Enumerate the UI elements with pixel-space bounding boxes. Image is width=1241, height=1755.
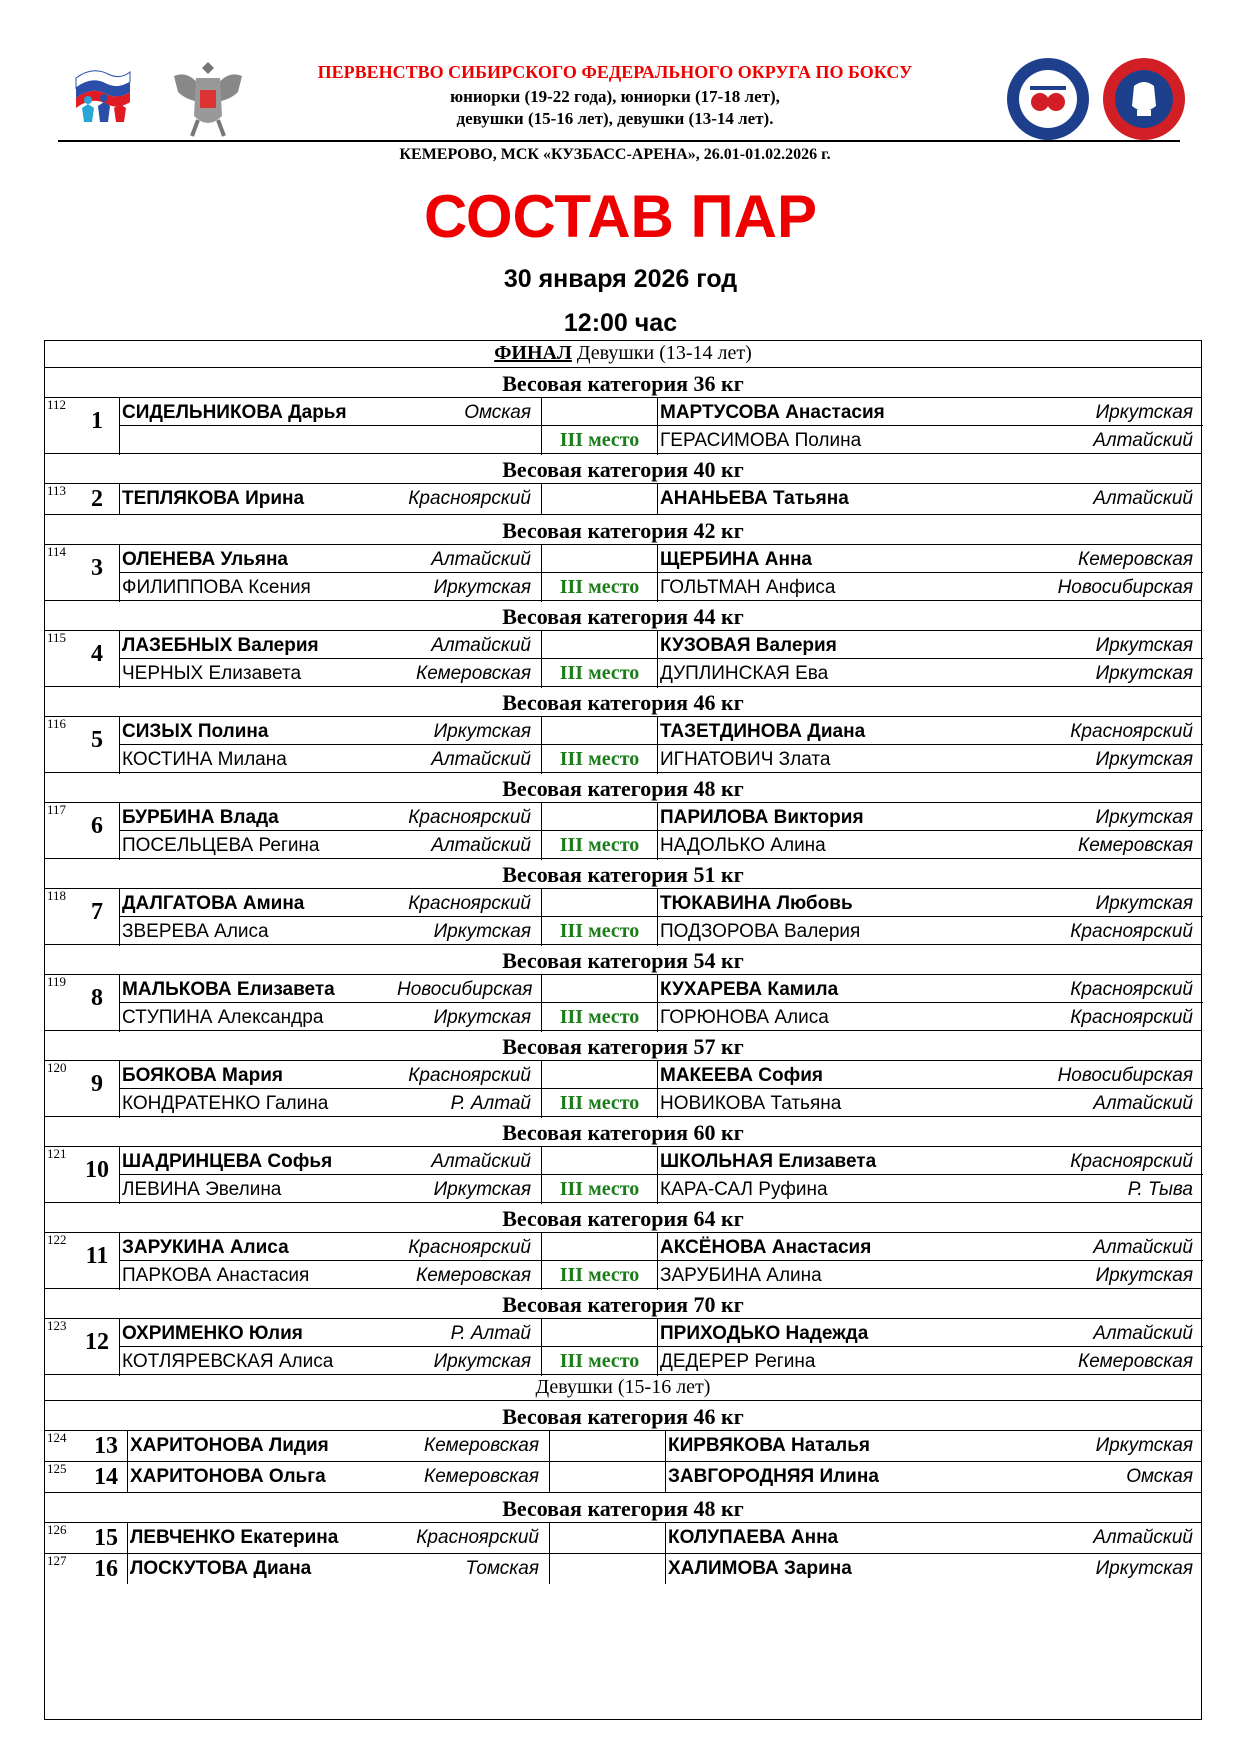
pair-number: 14 bbox=[94, 1464, 118, 1490]
main-pair-line bbox=[45, 1319, 1201, 1349]
third-right-name: ГЕРАСИМОВА Полина bbox=[657, 425, 935, 455]
final-label: ФИНАЛ bbox=[494, 342, 572, 364]
third-right-region: Иркутская bbox=[935, 744, 1203, 774]
red-corner-region: Кемеровская bbox=[424, 1466, 539, 1487]
fighter-name: БУРБИНА Влада bbox=[122, 807, 279, 828]
main-pair-line bbox=[45, 975, 1201, 1005]
third-right-region: Красноярский bbox=[935, 1002, 1203, 1032]
main-pair-line bbox=[45, 717, 1201, 747]
pair-number: 10 bbox=[85, 1157, 109, 1183]
third-left-region: Иркутская bbox=[397, 572, 541, 602]
third-left-name bbox=[119, 425, 397, 455]
fighter-name: ШКОЛЬНАЯ Елизавета bbox=[660, 1151, 877, 1172]
weight-category: Весовая категория 46 кг bbox=[45, 686, 1201, 716]
third-place-label: III место bbox=[541, 425, 657, 455]
pairs-table bbox=[44, 340, 1202, 1720]
third-left-region bbox=[397, 425, 541, 455]
blue-corner-region: Алтайский bbox=[1093, 1527, 1193, 1548]
red-corner-region: Красноярский bbox=[408, 1065, 531, 1086]
pair-number: 2 bbox=[91, 486, 103, 512]
third-left-region: Р. Алтай bbox=[397, 1088, 541, 1118]
main-pair-line bbox=[45, 1431, 1201, 1461]
blue-corner-name bbox=[665, 1462, 945, 1492]
blue-corner-region: Омская bbox=[1126, 1466, 1193, 1487]
bout-number: 115 bbox=[47, 630, 67, 645]
third-right-name: ГОЛЬТМАН Анфиса bbox=[657, 572, 935, 602]
weight-category: Весовая категория 48 кг bbox=[45, 1492, 1201, 1522]
bout-row bbox=[45, 1522, 1201, 1553]
main-pair-line bbox=[45, 1523, 1201, 1553]
third-place-line bbox=[45, 1088, 1201, 1118]
bout-row bbox=[45, 630, 1201, 686]
vs-cell bbox=[541, 803, 657, 833]
fighter-name: ТАЗЕТДИНОВА Диана bbox=[660, 721, 866, 742]
fighter-name: ШАДРИНЦЕВА Софья bbox=[122, 1151, 333, 1172]
third-right-name: ДУПЛИНСКАЯ Ева bbox=[657, 658, 935, 688]
red-corner-region: Кемеровская bbox=[424, 1435, 539, 1456]
fighter-name: ЗАРУКИНА Алиса bbox=[122, 1237, 289, 1258]
third-place-label: III место bbox=[541, 1088, 657, 1118]
bout-number: 119 bbox=[47, 974, 67, 989]
red-corner-region: Томская bbox=[465, 1558, 539, 1579]
third-place-line bbox=[45, 830, 1201, 860]
main-pair-line bbox=[45, 1147, 1201, 1177]
third-place-line bbox=[45, 658, 1201, 688]
subtitle-line-2: девушки (15-16 лет), девушки (13-14 лет). bbox=[456, 109, 774, 128]
bout-number: 112 bbox=[47, 397, 67, 412]
volunteers-logo bbox=[72, 60, 134, 124]
pair-number: 9 bbox=[91, 1071, 103, 1097]
blue-corner-name bbox=[657, 975, 935, 1005]
weight-category: Весовая категория 57 кг bbox=[45, 1030, 1201, 1060]
blue-corner-region: Красноярский bbox=[1070, 979, 1193, 1000]
vs-cell bbox=[549, 1462, 665, 1492]
red-corner-name bbox=[119, 1233, 397, 1263]
red-corner-name bbox=[119, 975, 397, 1005]
vs-cell bbox=[541, 1319, 657, 1349]
blue-corner-region: Красноярский bbox=[1070, 721, 1193, 742]
vs-cell bbox=[549, 1523, 665, 1553]
third-left-region: Алтайский bbox=[397, 744, 541, 774]
section-header bbox=[45, 1374, 1201, 1400]
blue-corner-region: Иркутская bbox=[1095, 402, 1193, 423]
bout-number: 118 bbox=[47, 888, 67, 903]
pair-number: 1 bbox=[91, 408, 103, 434]
blue-corner-region: Красноярский bbox=[1070, 1151, 1193, 1172]
third-left-name: ЧЕРНЫХ Елизавета bbox=[119, 658, 397, 688]
blue-corner-name bbox=[665, 1523, 945, 1553]
third-place-label: III место bbox=[541, 1346, 657, 1376]
red-corner-region: Красноярский bbox=[408, 488, 531, 509]
bout-row bbox=[45, 1430, 1201, 1461]
red-corner-region: Алтайский bbox=[431, 635, 531, 656]
third-left-name: ЛЕВИНА Эвелина bbox=[119, 1174, 397, 1204]
bout-row bbox=[45, 1461, 1201, 1492]
third-right-name: ПОДЗОРОВА Валерия bbox=[657, 916, 935, 946]
bout-row bbox=[45, 1146, 1201, 1202]
third-right-region: Алтайский bbox=[935, 1088, 1203, 1118]
third-right-name: ЗАРУБИНА Алина bbox=[657, 1260, 935, 1290]
bout-number: 114 bbox=[47, 544, 67, 559]
third-place-line bbox=[45, 1346, 1201, 1376]
main-pair-line bbox=[45, 803, 1201, 833]
main-pair-line bbox=[45, 398, 1201, 428]
section-label: Девушки (15-16 лет) bbox=[535, 1376, 711, 1398]
blue-corner-region: Новосибирская bbox=[1057, 1065, 1193, 1086]
blue-corner-region: Кемеровская bbox=[1078, 549, 1193, 570]
venue-line: КЕМЕРОВО, МСК «КУЗБАСС-АРЕНА», 26.01-01.02.2026 г. bbox=[399, 146, 831, 163]
section-label: Девушки (13-14 лет) bbox=[571, 342, 752, 364]
bout-number: 121 bbox=[47, 1146, 67, 1161]
blue-corner-name bbox=[657, 1061, 935, 1091]
blue-corner-name bbox=[657, 1147, 935, 1177]
third-left-name: КОНДРАТЕНКО Галина bbox=[119, 1088, 397, 1118]
vs-cell bbox=[541, 975, 657, 1005]
blue-corner-region: Иркутская bbox=[1095, 1435, 1193, 1456]
third-place-line bbox=[45, 1002, 1201, 1032]
blue-corner-region: Иркутская bbox=[1095, 893, 1193, 914]
vs-cell bbox=[541, 545, 657, 575]
bout-row bbox=[45, 483, 1201, 514]
red-corner-name bbox=[119, 717, 397, 747]
blue-corner-name bbox=[657, 717, 935, 747]
fighter-name: ЛЕВЧЕНКО Екатерина bbox=[130, 1527, 339, 1548]
third-left-region: Алтайский bbox=[397, 830, 541, 860]
red-corner-name bbox=[119, 545, 397, 575]
weight-category: Весовая категория 54 кг bbox=[45, 944, 1201, 974]
fighter-name: ХАЛИМОВА Зарина bbox=[668, 1558, 852, 1579]
red-corner-name bbox=[119, 631, 397, 661]
ministry-emblem bbox=[168, 56, 248, 142]
red-corner-region: Р. Алтай bbox=[450, 1323, 531, 1344]
fighter-name: АНАНЬЕВА Татьяна bbox=[660, 488, 849, 509]
bout-number: 113 bbox=[47, 483, 67, 498]
pair-number: 6 bbox=[91, 813, 103, 839]
fighter-name: БОЯКОВА Мария bbox=[122, 1065, 283, 1086]
third-right-region: Иркутская bbox=[935, 658, 1203, 688]
blue-corner-region: Иркутская bbox=[1095, 635, 1193, 656]
red-corner-region: Алтайский bbox=[431, 1151, 531, 1172]
bout-number: 123 bbox=[47, 1318, 67, 1333]
third-place-label: III место bbox=[541, 1174, 657, 1204]
red-corner-region: Новосибирская bbox=[397, 979, 533, 1000]
subtitle-line-1: юниорки (19-22 года), юниорки (17-18 лет), bbox=[450, 87, 780, 106]
pair-number: 12 bbox=[85, 1329, 109, 1355]
red-corner-region: Красноярский bbox=[408, 1237, 531, 1258]
third-right-region: Новосибирская bbox=[935, 572, 1203, 602]
pair-number: 5 bbox=[91, 727, 103, 753]
boxing-federation-logo bbox=[1005, 56, 1091, 142]
weight-category: Весовая категория 70 кг bbox=[45, 1288, 1201, 1318]
third-place-label: III место bbox=[541, 1002, 657, 1032]
pair-number: 4 bbox=[91, 641, 103, 667]
third-left-region: Иркутская bbox=[397, 1346, 541, 1376]
bout-row bbox=[45, 1553, 1201, 1584]
red-corner-region: Красноярский bbox=[416, 1527, 539, 1548]
red-corner-name bbox=[119, 889, 397, 919]
fighter-name: ПРИХОДЬКО Надежда bbox=[660, 1323, 869, 1344]
vs-cell bbox=[549, 1431, 665, 1461]
third-right-name: ГОРЮНОВА Алиса bbox=[657, 1002, 935, 1032]
third-place-label: III место bbox=[541, 916, 657, 946]
third-place-line bbox=[45, 425, 1201, 455]
third-place-line bbox=[45, 572, 1201, 602]
third-left-name: КОТЛЯРЕВСКАЯ Алиса bbox=[119, 1346, 397, 1376]
championship-subtitle bbox=[250, 86, 980, 130]
vs-cell bbox=[541, 1233, 657, 1263]
championship-title: ПЕРВЕНСТВО СИБИРСКОГО ФЕДЕРАЛЬНОГО ОКРУГА ПО БОКСУ bbox=[317, 62, 913, 82]
pair-number: 13 bbox=[94, 1433, 118, 1459]
third-right-name: ИГНАТОВИЧ Злата bbox=[657, 744, 935, 774]
document-title: СОСТАВ ПАР bbox=[423, 183, 818, 250]
main-pair-line bbox=[45, 889, 1201, 919]
third-left-region: Иркутская bbox=[397, 1174, 541, 1204]
third-place-label: III место bbox=[541, 1260, 657, 1290]
bout-row bbox=[45, 1060, 1201, 1116]
red-corner-name bbox=[127, 1462, 405, 1492]
third-left-region: Иркутская bbox=[397, 1002, 541, 1032]
red-corner-region: Иркутская bbox=[433, 721, 531, 742]
third-right-name: НОВИКОВА Татьяна bbox=[657, 1088, 935, 1118]
vs-cell bbox=[541, 1061, 657, 1091]
blue-corner-name bbox=[657, 631, 935, 661]
fighter-name: ОЛЕНЕВА Ульяна bbox=[122, 549, 288, 570]
weight-category: Весовая категория 36 кг bbox=[45, 367, 1201, 397]
blue-corner-name bbox=[657, 1319, 935, 1349]
fighter-name: ТЮКАВИНА Любовь bbox=[660, 893, 853, 914]
pair-number: 3 bbox=[91, 555, 103, 581]
blue-corner-region: Иркутская bbox=[1095, 807, 1193, 828]
third-left-name: ПОСЕЛЬЦЕВА Регина bbox=[119, 830, 397, 860]
event-time: 12:00 час bbox=[563, 309, 678, 337]
bout-number: 127 bbox=[47, 1553, 67, 1568]
main-pair-line bbox=[45, 1554, 1201, 1584]
blue-corner-region: Алтайский bbox=[1093, 488, 1193, 509]
fighter-name: ПАРИЛОВА Виктория bbox=[660, 807, 864, 828]
weight-category: Весовая категория 48 кг bbox=[45, 772, 1201, 802]
fighter-name: МАЛЬКОВА Елизавета bbox=[122, 979, 335, 1000]
red-corner-name bbox=[119, 1319, 397, 1349]
red-corner-name bbox=[119, 398, 397, 428]
bout-number: 122 bbox=[47, 1232, 67, 1247]
vs-cell bbox=[541, 1147, 657, 1177]
fighter-name: КОЛУПАЕВА Анна bbox=[668, 1527, 839, 1548]
weight-category: Весовая категория 60 кг bbox=[45, 1116, 1201, 1146]
bout-row bbox=[45, 974, 1201, 1030]
third-place-label: III место bbox=[541, 744, 657, 774]
bout-number: 116 bbox=[47, 716, 67, 731]
fighter-name: ХАРИТОНОВА Лидия bbox=[130, 1435, 329, 1456]
third-left-name: ПАРКОВА Анастасия bbox=[119, 1260, 397, 1290]
red-corner-name bbox=[119, 1147, 397, 1177]
blue-corner-region: Алтайский bbox=[1093, 1237, 1193, 1258]
blue-corner-region: Алтайский bbox=[1093, 1323, 1193, 1344]
third-right-region: Иркутская bbox=[935, 1260, 1203, 1290]
vs-cell bbox=[541, 717, 657, 747]
red-corner-name bbox=[119, 803, 397, 833]
main-pair-line bbox=[45, 484, 1201, 514]
bout-number: 126 bbox=[47, 1522, 67, 1537]
bout-row bbox=[45, 397, 1201, 453]
bout-row bbox=[45, 802, 1201, 858]
event-date: 30 января 2026 год bbox=[503, 265, 738, 293]
third-place-label: III место bbox=[541, 658, 657, 688]
fighter-name: ЛАЗЕБНЫХ Валерия bbox=[122, 635, 319, 656]
pair-number: 16 bbox=[94, 1556, 118, 1582]
fighter-name: МАРТУСОВА Анастасия bbox=[660, 402, 885, 423]
weight-category: Весовая категория 64 кг bbox=[45, 1202, 1201, 1232]
fighter-name: ТЕПЛЯКОВА Ирина bbox=[122, 488, 305, 509]
fighter-name: АКСЁНОВА Анастасия bbox=[660, 1237, 872, 1258]
vs-cell bbox=[541, 631, 657, 661]
fighter-name: ЗАВГОРОДНЯЯ Илина bbox=[668, 1466, 879, 1487]
red-corner-name bbox=[119, 1061, 397, 1091]
red-corner-region: Алтайский bbox=[431, 549, 531, 570]
third-left-name: ЗВЕРЕВА Алиса bbox=[119, 916, 397, 946]
main-pair-line bbox=[45, 545, 1201, 575]
bout-row bbox=[45, 1318, 1201, 1374]
blue-corner-name bbox=[657, 484, 935, 514]
bout-row bbox=[45, 888, 1201, 944]
third-right-region: Красноярский bbox=[935, 916, 1203, 946]
main-pair-line bbox=[45, 1462, 1201, 1492]
bout-row bbox=[45, 716, 1201, 772]
third-left-region: Иркутская bbox=[397, 916, 541, 946]
third-place-line bbox=[45, 1260, 1201, 1290]
third-right-region: Р. Тыва bbox=[935, 1174, 1203, 1204]
main-pair-line bbox=[45, 1061, 1201, 1091]
blue-corner-name bbox=[665, 1431, 945, 1461]
vs-cell bbox=[541, 889, 657, 919]
pair-number: 8 bbox=[91, 985, 103, 1011]
third-right-region: Алтайский bbox=[935, 425, 1203, 455]
third-right-name: НАДОЛЬКО Алина bbox=[657, 830, 935, 860]
vs-cell bbox=[541, 398, 657, 428]
kemerovo-boxing-federation-logo bbox=[1101, 56, 1187, 142]
fighter-name: СИЗЫХ Полина bbox=[122, 721, 269, 742]
pair-number: 7 bbox=[91, 899, 103, 925]
weight-category: Весовая категория 40 кг bbox=[45, 453, 1201, 483]
fighter-name: ОХРИМЕНКО Юлия bbox=[122, 1323, 303, 1344]
red-corner-name bbox=[127, 1523, 405, 1553]
weight-category: Весовая категория 44 кг bbox=[45, 600, 1201, 630]
red-corner-name bbox=[127, 1554, 405, 1584]
red-corner-name bbox=[127, 1431, 405, 1461]
fighter-name: СИДЕЛЬНИКОВА Дарья bbox=[122, 402, 347, 423]
red-corner-region: Красноярский bbox=[408, 893, 531, 914]
blue-corner-name bbox=[665, 1554, 945, 1584]
third-right-name: ДЕДЕРЕР Регина bbox=[657, 1346, 935, 1376]
fighter-name: МАКЕЕВА София bbox=[660, 1065, 823, 1086]
bout-row bbox=[45, 544, 1201, 600]
third-left-name: КОСТИНА Милана bbox=[119, 744, 397, 774]
third-left-name: ФИЛИППОВА Ксения bbox=[119, 572, 397, 602]
third-left-region: Кемеровская bbox=[397, 1260, 541, 1290]
fighter-name: ДАЛГАТОВА Амина bbox=[122, 893, 305, 914]
bout-number: 117 bbox=[47, 802, 67, 817]
red-corner-name bbox=[119, 484, 397, 514]
fighter-name: КУЗОВАЯ Валерия bbox=[660, 635, 837, 656]
pair-number: 11 bbox=[85, 1243, 109, 1269]
vs-cell bbox=[549, 1554, 665, 1584]
blue-corner-name bbox=[657, 1233, 935, 1263]
weight-category: Весовая категория 51 кг bbox=[45, 858, 1201, 888]
fighter-name: КИРВЯКОВА Наталья bbox=[668, 1435, 870, 1456]
third-place-line bbox=[45, 916, 1201, 946]
blue-corner-name bbox=[657, 889, 935, 919]
fighter-name: ЛОСКУТОВА Диана bbox=[130, 1558, 312, 1579]
blue-corner-region: Иркутская bbox=[1095, 1558, 1193, 1579]
third-place-label: III место bbox=[541, 830, 657, 860]
main-pair-line bbox=[45, 1233, 1201, 1263]
blue-corner-name bbox=[657, 398, 935, 428]
section-header bbox=[45, 341, 1201, 367]
third-left-region: Кемеровская bbox=[397, 658, 541, 688]
third-place-line bbox=[45, 744, 1201, 774]
third-place-label: III место bbox=[541, 572, 657, 602]
red-corner-region: Омская bbox=[464, 402, 531, 423]
fighter-name: КУХАРЕВА Камила bbox=[660, 979, 839, 1000]
weight-category: Весовая категория 42 кг bbox=[45, 514, 1201, 544]
red-corner-region: Красноярский bbox=[408, 807, 531, 828]
third-left-name: СТУПИНА Александра bbox=[119, 1002, 397, 1032]
bout-number: 125 bbox=[47, 1461, 67, 1476]
pair-number: 15 bbox=[94, 1525, 118, 1551]
third-place-line bbox=[45, 1174, 1201, 1204]
third-right-name: КАРА-САЛ Руфина bbox=[657, 1174, 935, 1204]
main-pair-line bbox=[45, 631, 1201, 661]
bout-number: 124 bbox=[47, 1430, 67, 1445]
bout-number: 120 bbox=[47, 1060, 67, 1075]
vs-cell bbox=[541, 484, 657, 514]
header-divider bbox=[58, 140, 1180, 142]
third-right-region: Кемеровская bbox=[935, 830, 1203, 860]
bout-row bbox=[45, 1232, 1201, 1288]
third-right-region: Кемеровская bbox=[935, 1346, 1203, 1376]
fighter-name: ХАРИТОНОВА Ольга bbox=[130, 1466, 326, 1487]
blue-corner-name bbox=[657, 803, 935, 833]
fighter-name: ЩЕРБИНА Анна bbox=[660, 549, 812, 570]
blue-corner-name bbox=[657, 545, 935, 575]
weight-category: Весовая категория 46 кг bbox=[45, 1400, 1201, 1430]
